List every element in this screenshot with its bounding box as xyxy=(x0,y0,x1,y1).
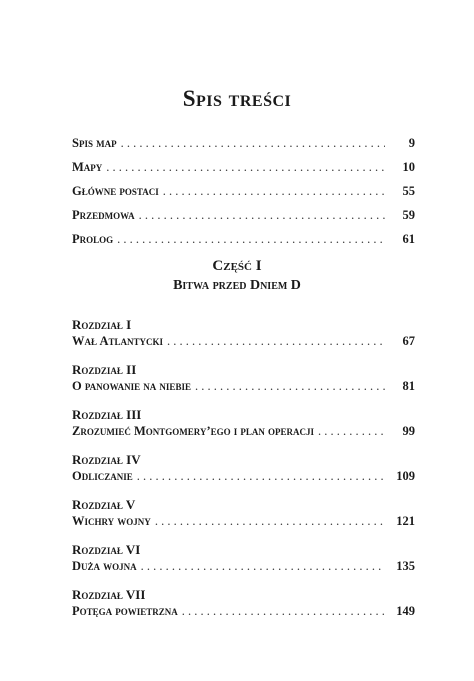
page-title: Spis treści xyxy=(182,86,292,111)
chapter-number: Rozdział VII xyxy=(72,587,146,602)
toc-entry-label: Prolog xyxy=(72,232,114,246)
chapter-number: Rozdział III xyxy=(72,407,142,422)
toc-entry-prolog[interactable] xyxy=(72,232,415,256)
part-label: Część I xyxy=(212,258,262,274)
front-matter-list xyxy=(72,136,415,256)
dot-leader xyxy=(139,208,385,223)
chapter-page: 67 xyxy=(402,334,415,348)
toc-entry-page: 59 xyxy=(402,208,415,222)
chapter-title-row xyxy=(72,334,415,352)
chapter-page: 109 xyxy=(396,469,415,483)
chapter-entry-4[interactable] xyxy=(72,451,415,487)
chapter-title-row xyxy=(72,514,415,532)
chapter-title: Zrozumieć Montgomery’ego i plan operacji xyxy=(72,424,314,438)
toc-entry-label: Spis map xyxy=(72,136,117,150)
chapter-number: Rozdział IV xyxy=(72,452,141,467)
chapter-page: 135 xyxy=(396,559,415,573)
chapter-title-row xyxy=(72,424,415,442)
toc-entry-page: 61 xyxy=(402,232,415,246)
toc-entry-page: 9 xyxy=(408,136,415,150)
chapter-entry-1[interactable] xyxy=(72,316,415,352)
chapter-page: 149 xyxy=(396,604,415,618)
chapter-number: Rozdział I xyxy=(72,317,132,332)
chapter-entry-7[interactable] xyxy=(72,586,415,622)
chapter-entry-5[interactable] xyxy=(72,496,415,532)
toc-entry-przedmowa[interactable] xyxy=(72,208,415,232)
chapter-title-row xyxy=(72,469,415,487)
dot-leader xyxy=(318,424,385,439)
dot-leader xyxy=(141,559,385,574)
chapter-title-row xyxy=(72,559,415,577)
chapter-title: Wichry wojny xyxy=(72,514,151,528)
part-title: Bitwa przed Dniem D xyxy=(173,278,301,293)
toc-entry-mapy[interactable] xyxy=(72,160,415,184)
dot-leader xyxy=(167,334,385,349)
chapter-page: 99 xyxy=(402,424,415,438)
toc-entry-label: Mapy xyxy=(72,160,103,174)
chapter-list xyxy=(72,316,415,631)
toc-entry-label: Główne postaci xyxy=(72,184,159,198)
dot-leader xyxy=(195,379,385,394)
chapter-title: Odliczanie xyxy=(72,469,133,483)
dot-leader xyxy=(155,514,385,529)
chapter-title: Duża wojna xyxy=(72,559,137,573)
chapter-entry-2[interactable] xyxy=(72,361,415,397)
dot-leader xyxy=(121,136,385,151)
chapter-title-row xyxy=(72,604,415,622)
dot-leader xyxy=(182,604,385,619)
dot-leader xyxy=(117,232,385,247)
dot-leader xyxy=(163,184,385,199)
toc-entry-spis-map[interactable] xyxy=(72,136,415,160)
toc-entry-glowne-postaci[interactable] xyxy=(72,184,415,208)
chapter-entry-3[interactable] xyxy=(72,406,415,442)
chapter-page: 81 xyxy=(402,379,415,393)
toc-entry-label: Przedmowa xyxy=(72,208,135,222)
chapter-number: Rozdział V xyxy=(72,497,136,512)
chapter-entry-6[interactable] xyxy=(72,541,415,577)
chapter-title-row xyxy=(72,379,415,397)
dot-leader xyxy=(137,469,385,484)
dot-leader xyxy=(106,160,385,175)
chapter-number: Rozdział VI xyxy=(72,542,141,557)
chapter-title: O panowanie na niebie xyxy=(72,379,191,393)
chapter-title: Potęga powietrzna xyxy=(72,604,178,618)
toc-entry-page: 10 xyxy=(402,160,415,174)
chapter-title: Wał Atlantycki xyxy=(72,334,163,348)
chapter-page: 121 xyxy=(396,514,415,528)
chapter-number: Rozdział II xyxy=(72,362,137,377)
toc-entry-page: 55 xyxy=(402,184,415,198)
